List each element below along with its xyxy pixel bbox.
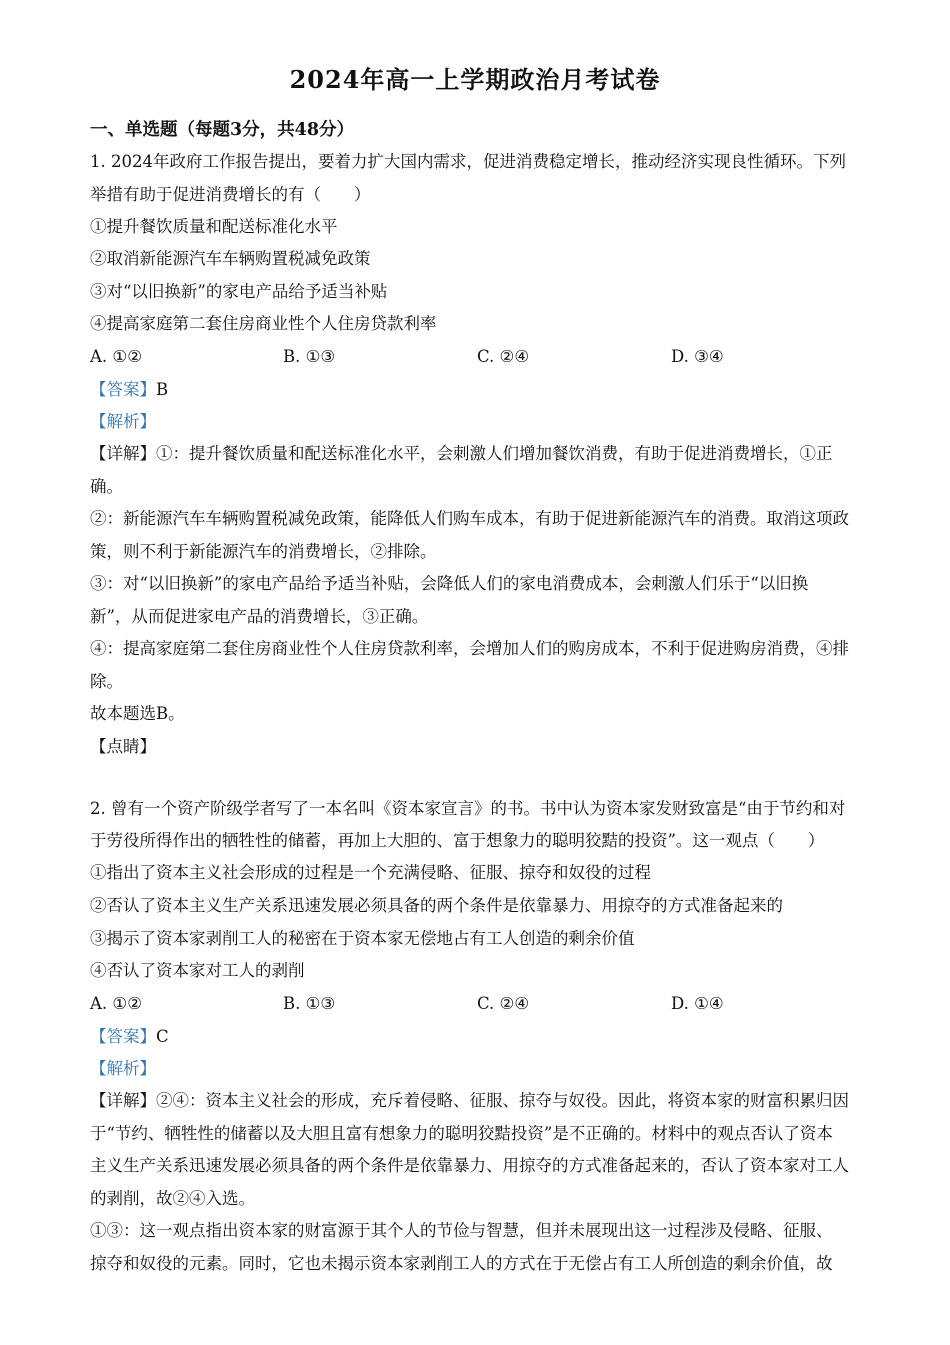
q2-stem-line: 于劳役所得作出的牺牲性的储蓄，再加上大胆的、富于想象力的聪明狡黠的投资”。这一观点（ ） xyxy=(90,831,825,850)
q1-conclusion: 故本题选B。 xyxy=(90,704,185,723)
q2-option-c: C. ②④ xyxy=(477,994,530,1013)
q1-option-d: D. ③④ xyxy=(671,347,724,366)
q1-detail-line: 【详解】①：提升餐饮质量和配送标准化水平，会刺激人们增加餐饮消费，有助于促进消费增长，①正 xyxy=(90,444,833,463)
q1-option-a: A. ①② xyxy=(90,347,142,366)
q1-detail-line: 策，则不利于新能源汽车的消费增长，②排除。 xyxy=(90,542,437,561)
q1-detail-line: ④：提高家庭第二套住房商业性个人住房贷款利率，会增加人们的购房成本，不利于促进购房消费，④排 xyxy=(90,639,849,658)
answer-value: C xyxy=(156,1027,169,1046)
q2-analysis-tag: 【解析】 xyxy=(90,1059,156,1078)
q1-item: ③对“以旧换新”的家电产品给予适当补贴 xyxy=(90,282,388,301)
q2-detail-line: 掠夺和奴役的元素。同时，它也未揭示资本家剥削工人的方式在于无偿占有工人所创造的剩余价值，故 xyxy=(90,1254,833,1273)
answer-tag: 【答案】 xyxy=(90,380,156,399)
q1-item: ①提升餐饮质量和配送标准化水平 xyxy=(90,217,338,236)
q2-item: ③揭示了资本家剥削工人的秘密在于资本家无偿地占有工人创造的剩余价值 xyxy=(90,929,635,948)
q2-item: ①指出了资本主义社会形成的过程是一个充满侵略、征服、掠夺和奴役的过程 xyxy=(90,863,651,882)
q2-item: ④否认了资本家对工人的剥削 xyxy=(90,961,305,980)
q2-detail-line: 的剥削，故②④入选。 xyxy=(90,1189,255,1208)
q2-stem-line: 2. 曾有一个资产阶级学者写了一本名叫《资本家宣言》的书。书中认为资本家发财致富是“由于节约和对 xyxy=(90,799,846,818)
q1-item: ④提高家庭第二套住房商业性个人住房贷款利率 xyxy=(90,314,437,333)
q2-option-a: A. ①② xyxy=(90,994,142,1013)
q1-detail-line: 新”，从而促进家电产品的消费增长，③正确。 xyxy=(90,607,429,626)
q1-detail-line: 确。 xyxy=(90,477,123,496)
q1-detail-line: ②：新能源汽车车辆购置税减免政策，能降低人们购车成本，有助于促进新能源汽车的消费。取消这项政 xyxy=(90,509,849,528)
q2-detail-line: 主义生产关系迅速发展必须具备的两个条件是依靠暴力、用掠夺的方式准备起来的，否认了资本家对工人 xyxy=(90,1156,849,1175)
q2-detail-line: 【详解】②④：资本主义社会的形成，充斥着侵略、征服、掠夺与奴役。因此，将资本家的财富积累归因 xyxy=(90,1091,849,1110)
q1-analysis-tag: 【解析】 xyxy=(90,412,156,431)
q1-detail-line: ③：对“以旧换新”的家电产品给予适当补贴，会降低人们的家电消费成本，会刺激人们乐于“以旧换 xyxy=(90,574,809,593)
q2-answer xyxy=(90,1026,865,1048)
q2-item: ②否认了资本主义生产关系迅速发展必须具备的两个条件是依靠暴力、用掠夺的方式准备起来的 xyxy=(90,896,783,915)
answer-tag: 【答案】 xyxy=(90,1027,156,1046)
q2-detail-line: ①③：这一观点指出资本家的财富源于其个人的节俭与智慧，但并未展现出这一过程涉及侵略、征服、 xyxy=(90,1221,833,1240)
q1-detail-line: 除。 xyxy=(90,672,123,691)
q2-option-d: D. ①④ xyxy=(671,994,724,1013)
q1-option-c: C. ②④ xyxy=(477,347,530,366)
answer-value: B xyxy=(156,380,169,399)
q2-option-b: B. ①③ xyxy=(283,994,336,1013)
q1-stem-line: 举措有助于促进消费增长的有（ ） xyxy=(90,185,371,204)
page-title: 2024年高一上学期政治月考试卷 xyxy=(289,65,661,94)
q1-item: ②取消新能源汽车车辆购置税减免政策 xyxy=(90,249,371,268)
q1-option-b: B. ①③ xyxy=(283,347,336,366)
q1-dianjing-tag: 【点睛】 xyxy=(90,737,156,756)
q1-stem-line: 1. 2024年政府工作报告提出，要着力扩大国内需求，促进消费稳定增长，推动经济实现良性循环。下列 xyxy=(90,152,846,171)
q2-detail-line: 于“节约、牺牲性的储蓄以及大胆且富有想象力的聪明狡黠投资”是不正确的。材料中的观点否认了资本 xyxy=(90,1124,833,1143)
q1-answer xyxy=(90,379,865,401)
section-heading: 一、单选题（每题3分，共48分） xyxy=(90,120,355,140)
